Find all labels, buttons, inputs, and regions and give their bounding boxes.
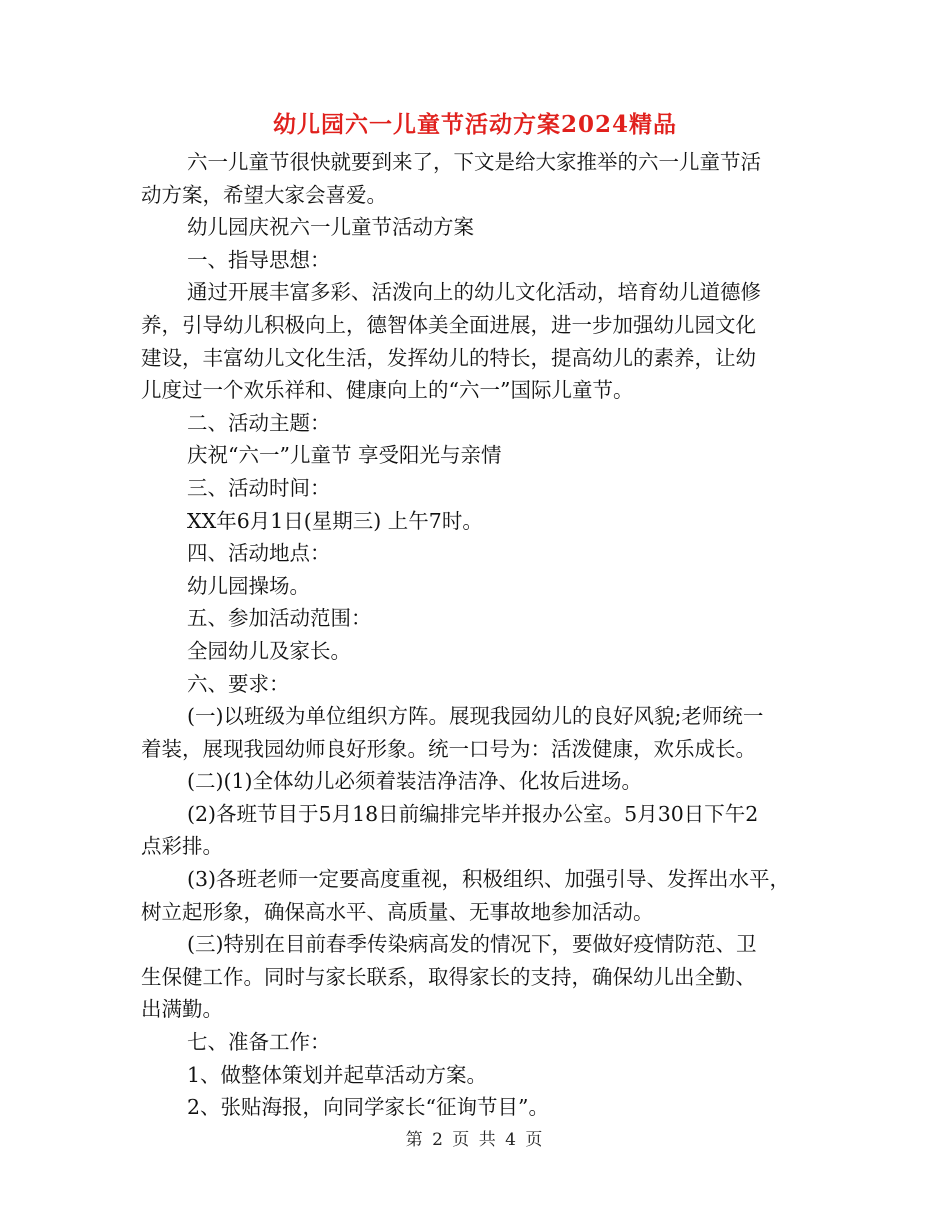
paragraph-line: 动方案，希望大家会喜爱。 xyxy=(141,182,387,207)
document-body xyxy=(141,146,821,1124)
paragraph-line: XX年6月1日(星期三) 上午7时。 xyxy=(187,508,483,533)
section-heading: 三、活动时间： xyxy=(187,475,331,500)
paragraph-line: 建设，丰富幼儿文化生活，发挥幼儿的特长，提高幼儿的素养，让幼 xyxy=(141,345,756,370)
paragraph-line: (一)以班级为单位组织方阵。展现我园幼儿的良好风貌;老师统一 xyxy=(187,704,764,729)
paragraph-line: 幼儿园庆祝六一儿童节活动方案 xyxy=(187,215,474,240)
paragraph-line: 出满勤。 xyxy=(141,997,223,1022)
section-heading: 七、准备工作： xyxy=(187,1030,331,1055)
list-item: 2、张贴海报，向同学家长“征询节目”。 xyxy=(187,1095,550,1120)
section-heading: 一、指导思想： xyxy=(187,247,331,272)
paragraph-line: (二)(1)全体幼儿必须着装洁净洁净、化妆后进场。 xyxy=(187,769,643,794)
section-heading: 二、活动主题： xyxy=(187,410,331,435)
paragraph-line: 庆祝“六一”儿童节 享受阳光与亲情 xyxy=(187,443,502,468)
paragraph-line: 点彩排。 xyxy=(141,834,223,859)
page-number-footer: 第 2 页 共 4 页 xyxy=(405,1130,545,1150)
paragraph-line: 儿度过一个欢乐祥和、健康向上的“六一”国际儿童节。 xyxy=(141,378,634,403)
paragraph-line: 生保健工作。同时与家长联系，取得家长的支持，确保幼儿出全勤、 xyxy=(141,964,756,989)
section-heading: 六、要求： xyxy=(187,671,290,696)
paragraph-line: (3)各班老师一定要高度重视，积极组织、加强引导、发挥出水平， xyxy=(187,867,791,892)
paragraph-line: 全园幼儿及家长。 xyxy=(187,638,351,663)
section-heading: 五、参加活动范围： xyxy=(187,606,372,631)
paragraph-line: (2)各班节目于5月18日前编排完毕并报办公室。5月30日下午2 xyxy=(187,801,759,826)
paragraph-line: 着装，展现我园幼师良好形象。统一口号为：活泼健康，欢乐成长。 xyxy=(141,736,756,761)
section-heading: 四、活动地点： xyxy=(187,541,331,566)
paragraph-line: 通过开展丰富多彩、活泼向上的幼儿文化活动，培育幼儿道德修 xyxy=(187,280,761,305)
paragraph-line: 养，引导幼儿积极向上，德智体美全面进展，进一步加强幼儿园文化 xyxy=(141,312,756,337)
list-item: 1、做整体策划并起草活动方案。 xyxy=(187,1062,488,1087)
paragraph-line: (三)特别在目前春季传染病高发的情况下，要做好疫情防范、卫 xyxy=(187,932,757,957)
document-title: 幼儿园六一儿童节活动方案2024精品 xyxy=(272,111,677,138)
paragraph-line: 树立起形象，确保高水平、高质量、无事故地参加活动。 xyxy=(141,899,654,924)
paragraph-line: 六一儿童节很快就要到来了，下文是给大家推举的六一儿童节活 xyxy=(187,150,761,174)
paragraph-line: 幼儿园操场。 xyxy=(187,573,310,598)
